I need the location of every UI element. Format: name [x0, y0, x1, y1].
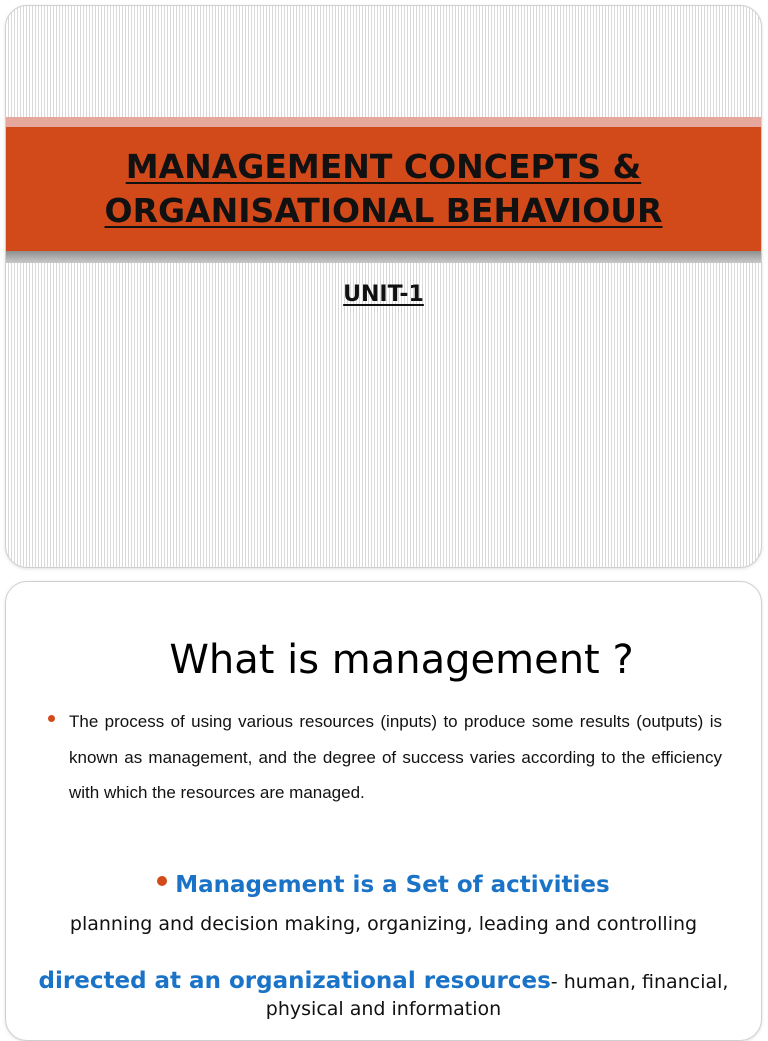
title-slide [5, 5, 762, 568]
content-slide-title: What is management ? [169, 637, 634, 683]
bullet-icon [157, 876, 167, 886]
directed-lead: directed at an organizational resources [38, 968, 551, 994]
shadow-strip [6, 251, 761, 263]
set-heading: Management is a Set of activities [175, 872, 610, 898]
directed-rest: - human, financial, physical and information [265, 971, 729, 1020]
definition-text: The process of using various resources (inputs) to produce some results (outputs) is known as management, and the degree of success varies according to the efficiency with which the resources are managed. [69, 712, 722, 802]
slide-title-line2: ORGANISATIONAL BEHAVIOUR [104, 191, 663, 230]
slide-title [105, 145, 663, 233]
slide-subtitle: UNIT-1 [343, 282, 424, 307]
title-band [6, 127, 761, 251]
directed-text [36, 968, 731, 1023]
activities-text: planning and decision making, organizing, leading and controlling [69, 913, 698, 935]
set-heading-line [6, 872, 761, 898]
content-slide [5, 581, 762, 1041]
bullet-icon [48, 715, 55, 722]
slide-title-line1: MANAGEMENT CONCEPTS & [125, 147, 642, 186]
accent-strip [6, 117, 761, 127]
